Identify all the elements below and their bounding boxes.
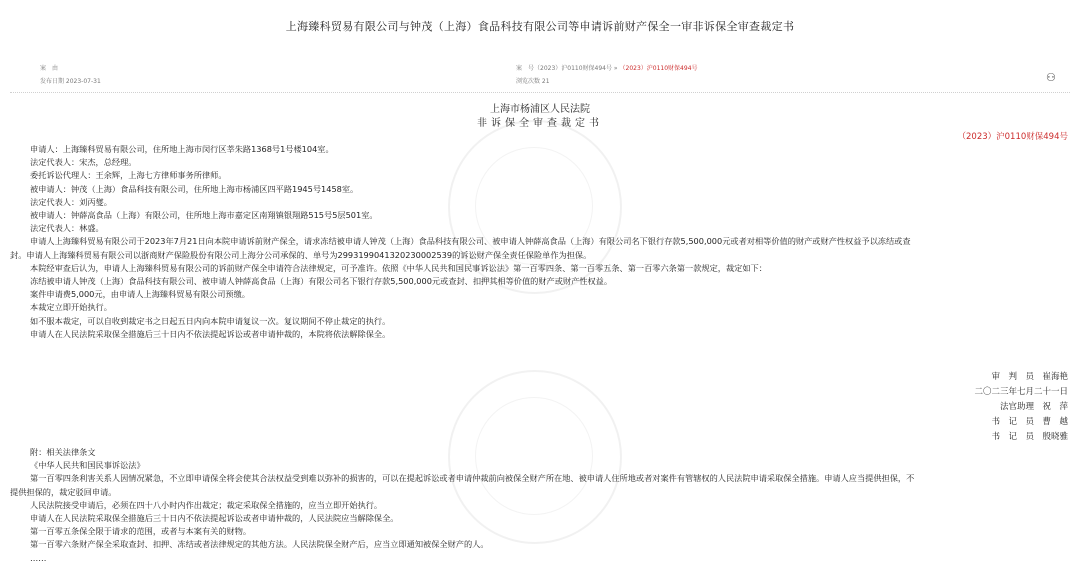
meta-right [516, 62, 698, 88]
body-line: 法定代表人：刘丙燮。 [30, 196, 112, 207]
assistant-signature: 法官助理 祝 萍 [999, 402, 1068, 412]
signature-block [974, 370, 1068, 445]
body-line: 如不服本裁定，可以自收到裁定书之日起五日内向本院申请复议一次。复议期间不停止裁定的执行。 [30, 315, 391, 326]
appendix-line: 人民法院接受申请后，必须在四十八小时内作出裁定；裁定采取保全措施的，应当立即开始执行。 [30, 499, 383, 510]
case-number-meta-text: 案 号（2023）沪0110财保494号 [516, 65, 612, 72]
appendix-line: 第一百零五条保全限于请求的范围，或者与本案有关的财物。 [30, 526, 252, 537]
body-line: 本裁定立即开始执行。 [30, 302, 112, 313]
appendix-line: 第一百零六条财产保全采取查封、扣押、冻结或者法律规定的其他方法。人民法院保全财产后，应当立即通知被保全财产的人。 [30, 539, 489, 550]
body-line: 封。申请人上海臻科贸易有限公司以浙商财产保险股份有限公司上海分公司承保的、单号为2993199041320230002539的诉讼财产保全责任保险单作为担保。 [10, 249, 592, 260]
body-line: 冻结被申请人钟茂（上海）食品科技有限公司、被申请人钟薛高食品（上海）有限公司名下银行存款5,500,000元或查封、扣押其相等价值的财产或财产性权益。 [30, 276, 613, 287]
case-number-meta [516, 62, 698, 75]
page-title: 上海臻科贸易有限公司与钟茂（上海）食品科技有限公司等申请诉前财产保全一审非诉保全审查裁定书 [285, 20, 795, 33]
case-number: （2023）沪0110财保494号 [957, 132, 1068, 142]
body-line: 本院经审查后认为，申请人上海臻科贸易有限公司的诉前财产保全申请符合法律规定，可予准许。依照《中华人民共和国民事诉讼法》第一百零四条、第一百零五条、第一百零六条第一款规定，裁定如下： [30, 262, 767, 273]
appendix-line: 申请人在人民法院采取保全措施后三十日内不依法提起诉讼或者申请仲裁的，人民法院应当解除保全。 [30, 513, 399, 524]
judge-signature: 审 判 员 崔海艳 [991, 372, 1068, 382]
document-type: 非诉保全审查裁定书 [477, 118, 603, 129]
ruling-body [10, 143, 1072, 341]
appendix-law-name: 《中华人民共和国民事诉讼法》 [30, 460, 145, 471]
cause-label: 案 由 [40, 65, 59, 72]
meta-left [40, 62, 101, 88]
ruling-date: 二〇二三年七月二十一日 [974, 387, 1068, 397]
clerk-signature: 书 记 员 曹 越 [991, 417, 1068, 427]
share-icon[interactable]: ⚇ [1046, 71, 1056, 84]
clerk-signature: 书 记 员 殷晓雅 [991, 432, 1068, 442]
body-line: 被申请人：钟茂（上海）食品科技有限公司，住所地上海市杨浦区四平路1945号1458室。 [30, 183, 359, 194]
appendix-line: 第一百零四条利害关系人因情况紧急，不立即申请保全将会使其合法权益受到难以弥补的损害的，可以在提起诉讼或者申请仲裁前向被保全财产所在地、被申请人住所地或者对案件有管辖权的人民法院申请采取保全措施。申请人应当提供担保，不 [30, 473, 915, 484]
appendix-title: 附：相关法律条文 [30, 447, 96, 457]
appendix [10, 446, 1072, 565]
body-line: 法定代表人：宋杰，总经理。 [30, 157, 137, 168]
court-name: 上海市杨浦区人民法院 [490, 104, 590, 115]
body-line: 申请人在人民法院采取保全措施后三十日内不依法提起诉讼或者申请仲裁的，本院将依法解除保全。 [30, 328, 391, 339]
body-line: 被申请人：钟薛高食品（上海）有限公司，住所地上海市嘉定区南翔镇银翔路515号5层501室。 [30, 210, 378, 221]
header-divider [10, 92, 1070, 93]
view-count: 浏览次数 21 [516, 78, 550, 85]
body-line: 申请人上海臻科贸易有限公司于2023年7月21日向本院申请诉前财产保全，请求冻结被申请人钟茂（上海）食品科技有限公司、被申请人钟薛高食品（上海）有限公司名下银行存款5,500,000元或者对相等价值的财产或财产性权益予以冻结或查 [30, 236, 911, 247]
body-line: 案件申请费5,000元，由申请人上海臻科贸易有限公司预缴。 [30, 289, 250, 300]
case-number-arrow: » [613, 65, 618, 72]
body-line: 法定代表人：林盛。 [30, 223, 104, 234]
body-line: 申请人：上海臻科贸易有限公司，住所地上海市闵行区莘朱路1368号1号楼104室。 [30, 144, 334, 154]
appendix-line: 提供担保的，裁定驳回申请。 [10, 486, 117, 497]
case-number-link[interactable]: （2023）沪0110财保494号 [619, 65, 698, 72]
publish-date: 发布日期 2023-07-31 [40, 78, 101, 85]
body-line: 委托诉讼代理人：王余辉，上海七方律师事务所律师。 [30, 170, 227, 181]
appendix-ellipsis: …… [30, 552, 47, 563]
